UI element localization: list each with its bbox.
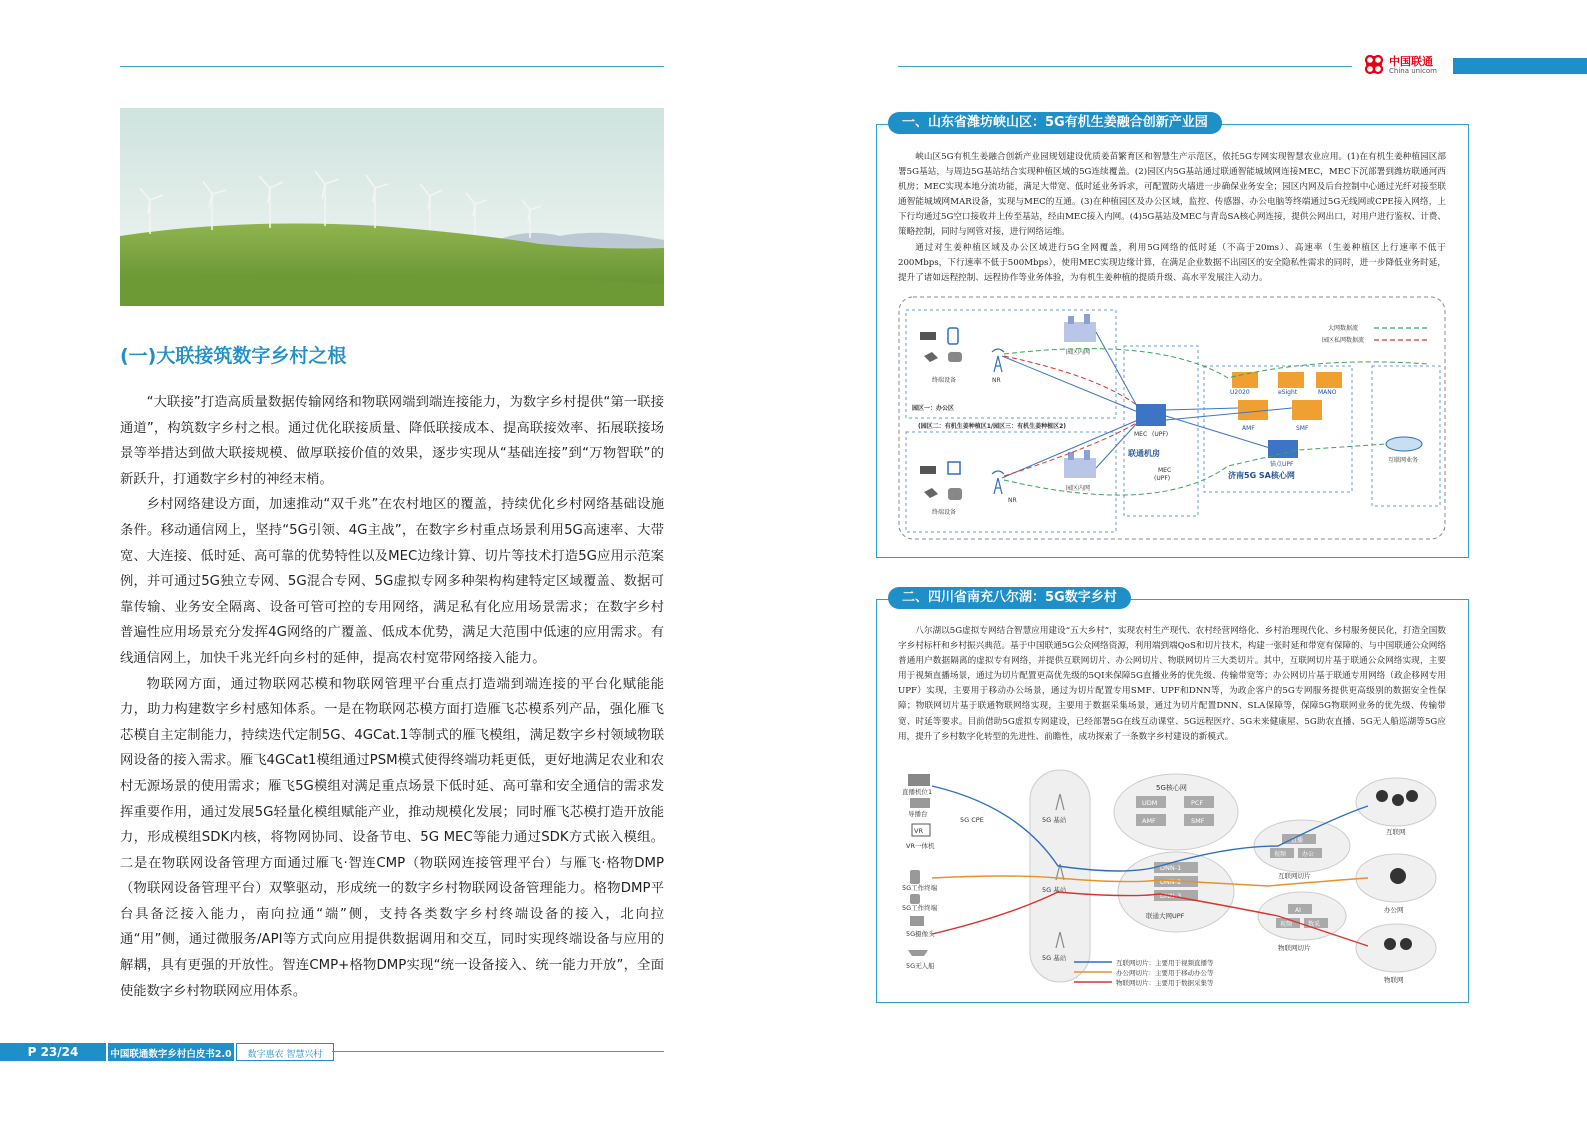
app-icon-2 (1392, 794, 1404, 806)
smf-label: SMF (1191, 817, 1205, 825)
sensor-icon (948, 352, 962, 362)
amf-icon (1238, 400, 1268, 420)
dev-terminal2-label: 5G工作终端 (902, 904, 938, 912)
camera-icon (910, 916, 924, 926)
drone-icon-2 (924, 488, 938, 498)
case-panel-1-paragraph-1: 峡山区5G有机生姜融合创新产业园规划建设优质姜苗繁育区和智慧生产示范区，依托5G专网实现智慧农业应用。(1)在有机生姜种植园区部署5G基站，与周边5G基站结合实现种植区域的5G连续覆盖。(2)园区内5G基站通过联通智能城域网连接MEC，MEC下沉部署到潍坊联通河西机房；MEC实现本地分流功能，满足大带宽、低时延业务诉求，可配置防火墙进一步确保业务安全；园区内网及后台控制中心通过光纤对接至联通智能城域网MAR设备，实现与MEC的互通。(3)在种植园区及办公区域，监控、传感器、办公电脑等终端通过5G无线网或CPE接入网络，上下行均通过5G空口接收并上传至基站，经由MEC接入内网。(4)5G基站及MEC与青岛SA核心网连接，提供公网出口，对用户进行鉴权、计费、策略控制，同时与网管对接，进行网络运维。 (898, 152, 1446, 238)
base-station-icon-2 (992, 471, 1004, 494)
mec-upf-label: (UPF) (1152, 431, 1169, 438)
amf-label: AMF (1142, 817, 1156, 825)
anchor-upf-label: 锚点UPF (1270, 461, 1294, 468)
dnn3-label: DNN-3 (1160, 892, 1182, 900)
bs2-label: 5G 基站 (1042, 886, 1067, 894)
drone-icon (924, 352, 938, 362)
room-label: 联通机房 (1128, 449, 1160, 458)
legend-office-label: 办公网切片：主要用于移动办公等 (1116, 969, 1214, 977)
app-icon-1 (1376, 790, 1388, 802)
page-number: P 23/24 (27, 1045, 79, 1059)
app-icon-3 (1406, 790, 1418, 802)
hero-landscape (120, 108, 664, 306)
iot-app-icon-1 (1384, 938, 1396, 950)
esight-label: eSight (1278, 389, 1298, 396)
left-paragraph-1: “大联接”打造高质量数据传输网络和物联网端到端连接能力，为数字乡村提供“第一联接通道”，构筑数字乡村之根。通过优化联接质量、降低联接成本、提高联接效率、拓展联接场景等举措达到做大联接规模、做厚联接价值的效果，逐步实现从“基础连接”到“万物智联”的新跃升，打通数字乡村的神经末梢。 (120, 395, 664, 487)
case-panel-1-paragraph-2: 通过对生姜种植区域及办公区域进行5G全网覆盖，利用5G网络的低时延（不高于20ms）、高速率（生姜种植区上行速率不低于200Mbps，下行速率不低于500Mbps），使用MEC实现边缘计算，在满足企业数据不出园区的安全隐私性需求的同时，进一步降低业务时延，提升了诸如远程控制、远程协作等业务体验，为有机生姜种植的提质升级、高水平发展注入动力。 (898, 242, 1446, 283)
header-accent-bar (1453, 58, 1587, 74)
terminal-label-1: 终端设备 (932, 377, 957, 384)
slice-ai-label: AI (1295, 907, 1301, 914)
case-panel-1-title: 一、山东省潍坊峡山区：5G有机生姜融合创新产业园 (888, 112, 1222, 134)
slice-video-label: 视频 (1274, 851, 1287, 858)
office-app-icon (1390, 868, 1406, 884)
dev-guide-label: 导播台 (908, 810, 928, 818)
slice-video2-label: 视频 (1280, 921, 1293, 928)
brand-logo (1360, 52, 1450, 78)
bs1-label: 5G 基站 (1042, 816, 1067, 824)
case-panel-1-text (898, 150, 1446, 286)
dev-broadcast-label: 直播机位1 (902, 788, 933, 796)
mec-label: MEC (1134, 431, 1148, 438)
dnn1-label: DNN-1 (1160, 864, 1182, 872)
smf-label: SMF (1296, 425, 1309, 432)
terminal-icon-1 (910, 870, 920, 884)
core-label: 济南5G SA核心网 (1228, 471, 1295, 480)
left-paragraph-3: 物联网方面，通过物联网芯模和物联网管理平台重点打造端到端连接的平台化赋能能力，助力构建数字乡村感知体系。一是在物联网芯模方面打造雁飞芯模系列产品，强化雁飞芯模自主定制能力，持续迭代定制5G、4GCat.1等制式的雁飞模组，满足数字乡村领域物联网设备的接入需求。雁飞4GCat1模组通过PSM模式使得终端功耗更低，更好地满足农业和农村无源场景的使用需求；雁飞5G模组对满足重点场景下低时延、高可靠和安全通信的需求发挥重要作用，通过发展5G轻量化模组赋能产业，推动规模化发展；同时雁飞芯模打造开放能力，形成模组SDK内核，将物网协同、设备节电、5G MEC等能力通过SDK方式嵌入模组。二是在物联网设备管理方面通过雁飞·智连CMP（物联网连接管理平台）与雁飞·格物DMP（物联网设备管理平台）双擎驱动，形成统一的数字乡村物联网设备管理能力。格物DMP平台具备泛接入能力，南向拉通“端”侧，支持各类数字乡村终端设备的接入，北向拉通“用”侧，通过微服务/API等方式向应用提供数据调用和交互，同时实现终端设备与应用的解耦，具有更强的开放性。智连CMP+格物DMP实现“统一设备接入、统一能力开放”，全面使能数字乡村物联网应用体系。 (120, 676, 664, 999)
cloud-inet-label: 互联网 (1386, 828, 1406, 836)
monitor-icon (948, 462, 960, 474)
base-station-icon-1 (992, 349, 1004, 372)
sensor-icon-2 (948, 488, 962, 500)
iot-app-icon-2 (1400, 938, 1412, 950)
slice-office-label: 办公 (1302, 851, 1315, 858)
bs3-label: 5G 基站 (1042, 954, 1067, 962)
nr-label-1: NR (992, 377, 1001, 384)
udm-label: UDM (1142, 799, 1158, 807)
footer-slogan: 数字惠农 智慧兴村 (247, 1050, 323, 1060)
mec-label-2: MEC (1158, 467, 1172, 474)
footer-book-title: 中国联通数字乡村白皮书2.0 (110, 1049, 232, 1060)
pcf-label: PCF (1191, 799, 1204, 807)
upf-label: 联通大网UPF (1146, 912, 1185, 920)
slice-iot-label: 物联网切片 (1278, 944, 1311, 952)
network-diagram-1 (898, 296, 1446, 540)
slice-live-label: 直播 (1291, 837, 1304, 844)
legend-private-label: 园区私网数据流 (1322, 337, 1365, 344)
core-label: 5G核心网 (1156, 784, 1187, 792)
nr-label-2: NR (1008, 497, 1017, 504)
case-panel-2-paragraph-1: 八尔湖以5G虚拟专网结合智慧应用建设“五大乡村”，实现农村生产现代、农村经营网络化、乡村治理现代化、乡村服务便民化，打造全国数字乡村标杆和乡村振兴典范。基于中国联通5G公众网络资源，利用端到端QoS和切片技术，构建一张时延和带宽有保障的、与中国联通公众网络普通用户数据隔离的虚拟专有网络，并提供互联网切片、办公网切片、物联网切片三大类切片。其中，互联网切片基于联通公众网络实现，主要用于视频直播场景，通过为切片配置更高优先级的5QI来保障5G直播业务的优先级、传输带宽等；办公网切片基于联通专用网络（政企移网专用UPF）实现，主要用于移动办公场景，通过为切片配置专用SMF、UPF和DNN等，为政企客户的5G专网服务提供更高级别的数据安全性保障；物联网切片基于联通物联网络实现，主要用于数据采集场景，通过为切片配置DNN、SLA保障等，保障5G物联网业务的优先级、传输带宽、时延等要求。目前借助5G虚拟专网建设，已经部署5G在线互动课堂、5G远程医疗、5G未来健康屋、5G助农直播、5G无人船巡湖等5G应用，提升了乡村数字化转型的先进性、前瞻性，成功探索了一条数字乡村建设的新模式。 (898, 626, 1446, 742)
campus-server-icon-2 (1064, 450, 1096, 478)
cctv-icon (920, 332, 936, 340)
campus-net-label-1: 园区内网 (1066, 349, 1091, 356)
mano-label: MANO (1318, 389, 1337, 396)
section-title: (一)大联接筑数字乡村之根 (120, 345, 347, 367)
legend-inet-label: 互联网切片：主要用于视频直播等 (1116, 959, 1214, 967)
esight-icon (1278, 372, 1304, 388)
u2020-label: U2020 (1230, 389, 1250, 396)
zone1-label: 园区一：办公区 (912, 405, 955, 412)
dnn2-label: DNN-2 (1160, 878, 1182, 886)
smf-icon (1292, 400, 1322, 420)
dev-vr-label: VR一体机 (906, 842, 935, 850)
dev-terminal-label: 5G工作终端 (902, 884, 938, 892)
anchor-upf-icon (1268, 440, 1298, 458)
case-panel-2-text (898, 624, 1446, 745)
upf-label-2: (UPF) (1154, 475, 1171, 482)
campus-net-label-2: 园区内网 (1066, 485, 1091, 492)
dev-camera-label: 5G摄像头 (906, 930, 935, 938)
brand-name-en: China unicom (1389, 67, 1437, 75)
u2020-icon (1232, 372, 1258, 388)
right-top-rule (898, 66, 1352, 67)
slice-data-label: 数采 (1308, 921, 1321, 928)
slice-inet-label: 互联网切片 (1278, 872, 1311, 880)
slice-iot-cloud (1258, 892, 1346, 940)
internet-cloud-icon (1386, 437, 1422, 451)
boat-icon (908, 950, 928, 956)
broadcast-camera-icon (908, 774, 930, 786)
footer-title-box (108, 1043, 234, 1061)
terminal-icon-2 (910, 894, 920, 904)
footer-rule (332, 1051, 664, 1052)
base-station-group (1030, 770, 1090, 982)
dev-vr-box-label: VR (914, 827, 923, 835)
internet-service-label: 互联网业务 (1388, 457, 1419, 464)
zone23-box (906, 432, 1116, 532)
footer-page-tab (0, 1043, 106, 1061)
phone-icon (948, 328, 958, 344)
wind-turbine-landscape-image (120, 108, 664, 306)
cloud-office-label: 办公网 (1384, 906, 1404, 914)
legend-internet-label: 大网数据流 (1328, 325, 1359, 332)
cpe-label: 5G CPE (960, 816, 984, 824)
cctv-icon-2 (920, 466, 936, 474)
left-paragraph-2: 乡村网络建设方面，加速推动“双千兆”在农村地区的覆盖，持续优化乡村网络基础设施条件。移动通信网上，坚持“5G引领、4G主战”，在数字乡村重点场景利用5G高速率、大带宽、大连接、低时延、高可靠的优势特性以及MEC边缘计算、切片等技术打造5G应用示范案例，并可通过5G独立专网、5G混合专网、5G虚拟专网多种架构构建特定区域覆盖、数据可靠传输、业务安全隔离、设备可管可控的专用网络，满足私有化应用场景需求；在数字乡村普遍性应用场景充分发挥4G网络的广覆盖、低成本优势，满足大范围中低速的应用需求。有线通信网上，加快千兆光纤向乡村的延伸，提高农村宽带网络接入能力。 (120, 497, 664, 666)
amf-label: AMF (1242, 425, 1255, 432)
guide-desk-icon (910, 798, 930, 808)
internet-box (1372, 366, 1440, 506)
cloud-iot-label: 物联网 (1384, 976, 1404, 984)
case-panel-2-title: 二、四川省南充八尔湖：5G数字乡村 (888, 587, 1131, 609)
cloud-iot (1356, 924, 1436, 972)
footer-slogan-box (236, 1043, 334, 1061)
mano-icon (1316, 372, 1342, 388)
mec-router-icon (1136, 404, 1166, 426)
left-top-rule (120, 66, 664, 67)
legend-iot-label: 物联网切片：主要用于数据采集等 (1116, 979, 1214, 987)
dev-boat-label: 5G无人船 (906, 962, 935, 970)
campus-server-icon-1 (1064, 314, 1096, 342)
brand-name-cn: 中国联通 (1389, 55, 1433, 68)
zone23-label: (园区二：有机生姜种植区1/园区三：有机生姜种植区2) (918, 423, 1067, 430)
network-diagram-2 (898, 766, 1446, 992)
terminal-label-2: 终端设备 (932, 509, 957, 516)
left-body (120, 390, 664, 1004)
